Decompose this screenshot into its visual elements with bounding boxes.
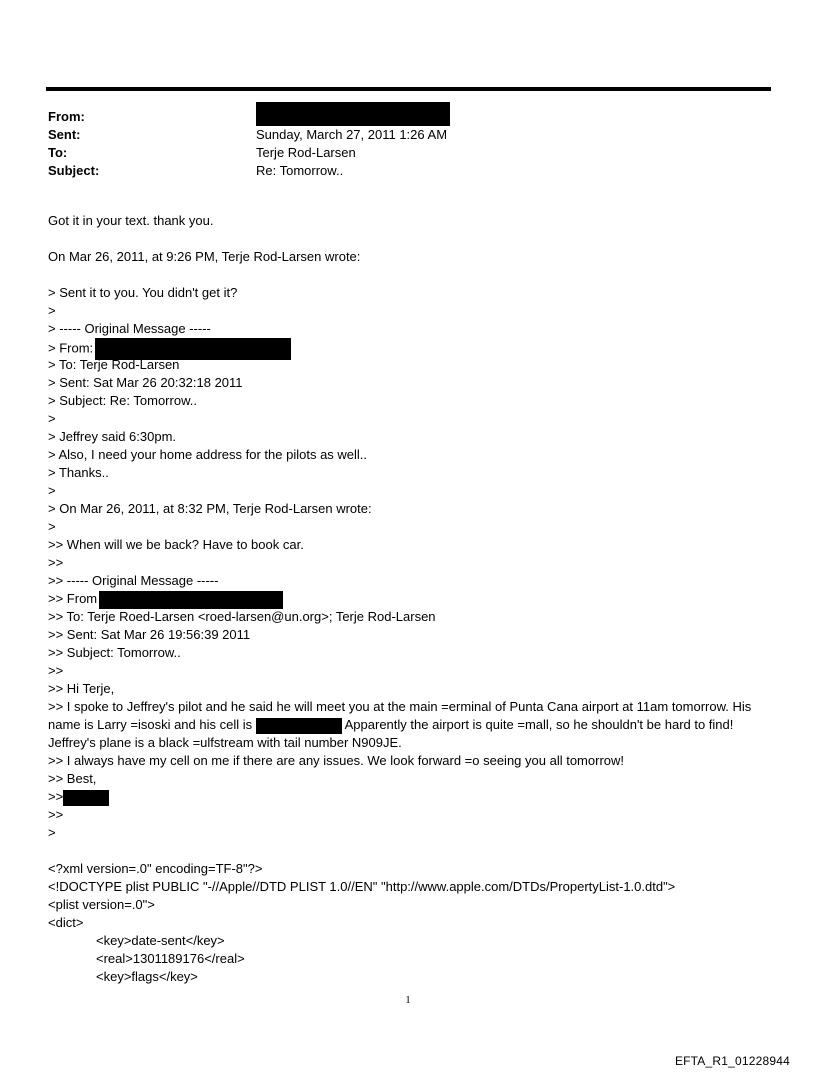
- to-value: Terje Rod-Larsen: [256, 145, 356, 160]
- xml-line: <plist version=.0">: [48, 897, 155, 912]
- xml-line: <key>flags</key>: [96, 969, 198, 984]
- quote-line: > ----- Original Message -----: [48, 321, 211, 336]
- quote-line: >> I always have my cell on me if there are any issues. We look forward =o seeing you all tomorrow!: [48, 753, 624, 768]
- quote-line: >> Sent: Sat Mar 26 19:56:39 2011: [48, 627, 251, 642]
- quote-line: > Subject: Re: Tomorrow..: [48, 393, 197, 408]
- quote-line: >: [48, 519, 56, 534]
- xml-line: <dict>: [48, 915, 84, 930]
- quote-marker: >>: [48, 789, 64, 804]
- redaction-block: [256, 718, 342, 734]
- body-line: On Mar 26, 2011, at 9:26 PM, Terje Rod-Larsen wrote:: [48, 249, 361, 264]
- quote-line: >> Hi Terje,: [48, 681, 115, 696]
- quote-line: > To: Terje Rod-Larsen: [48, 357, 180, 372]
- quote-line: > Sent it to you. You didn't get it?: [48, 285, 238, 300]
- redaction-block: [63, 790, 109, 806]
- quote-line: [48, 788, 773, 806]
- quote-text: Apparently the airport is quite =mall, so he shouldn't be hard to find! Jeffrey's plane is a black =ulfstream with tail number N909JE.: [48, 717, 734, 750]
- quote-line: > Jeffrey said 6:30pm.: [48, 429, 177, 444]
- subject-value: Re: Tomorrow..: [256, 163, 344, 178]
- xml-line: <real>1301189176</real>: [96, 951, 245, 966]
- body-line: Got it in your text. thank you.: [48, 213, 214, 228]
- subject-label: Subject:: [48, 163, 100, 178]
- xml-line: <!DOCTYPE plist PUBLIC "-//Apple//DTD PLIST 1.0//EN" "http://www.apple.com/DTDs/PropertyList-1.0.dtd">: [48, 879, 676, 894]
- sent-label: Sent:: [48, 127, 81, 142]
- quote-line: [48, 338, 773, 356]
- quote-line: > Sent: Sat Mar 26 20:32:18 2011: [48, 375, 243, 390]
- quote-line: >>: [48, 807, 64, 822]
- xml-line: <?xml version=.0" encoding=TF-8"?>: [48, 861, 263, 876]
- quote-line: > Thanks..: [48, 465, 109, 480]
- page-number: 1: [405, 994, 411, 1006]
- quote-line: >: [48, 303, 56, 318]
- message-body: [48, 212, 773, 986]
- quote-line: [48, 590, 773, 608]
- sent-value: Sunday, March 27, 2011 1:26 AM: [256, 127, 448, 142]
- quote-from-label: >> From: [48, 591, 98, 606]
- quote-line: > Also, I need your home address for the pilots as well..: [48, 447, 368, 462]
- quote-text: >> I spoke to Jeffrey's pilot and he said he will meet you at the main =erminal of Punta Cana airport at 11am tomorrow. His name is Larry =isoski and his cell is: [48, 699, 752, 732]
- quote-line: > On Mar 26, 2011, at 8:32 PM, Terje Rod-Larsen wrote:: [48, 501, 372, 516]
- quote-line: >>: [48, 555, 64, 570]
- document-id: EFTA_R1_01228944: [674, 1054, 790, 1068]
- quote-line: >: [48, 411, 56, 426]
- from-label: From:: [48, 109, 85, 124]
- quote-line: >>: [48, 663, 64, 678]
- quote-line: >> When will we be back? Have to book car.: [48, 537, 304, 552]
- quote-from-label: > From:: [48, 340, 94, 356]
- to-label: To:: [48, 145, 68, 160]
- quote-line: >> Best,: [48, 771, 97, 786]
- quote-paragraph: [48, 698, 773, 752]
- quote-line: >> To: Terje Roed-Larsen <roed-larsen@un.org>; Terje Rod-Larsen: [48, 609, 436, 624]
- from-redaction: [256, 102, 450, 126]
- header-rule: [46, 87, 771, 91]
- redaction-block: [99, 591, 283, 609]
- quote-line: >> Subject: Tomorrow..: [48, 645, 181, 660]
- quote-line: >: [48, 483, 56, 498]
- quote-line: >: [48, 825, 56, 840]
- xml-line: <key>date-sent</key>: [96, 933, 225, 948]
- quote-line: >> ----- Original Message -----: [48, 573, 219, 588]
